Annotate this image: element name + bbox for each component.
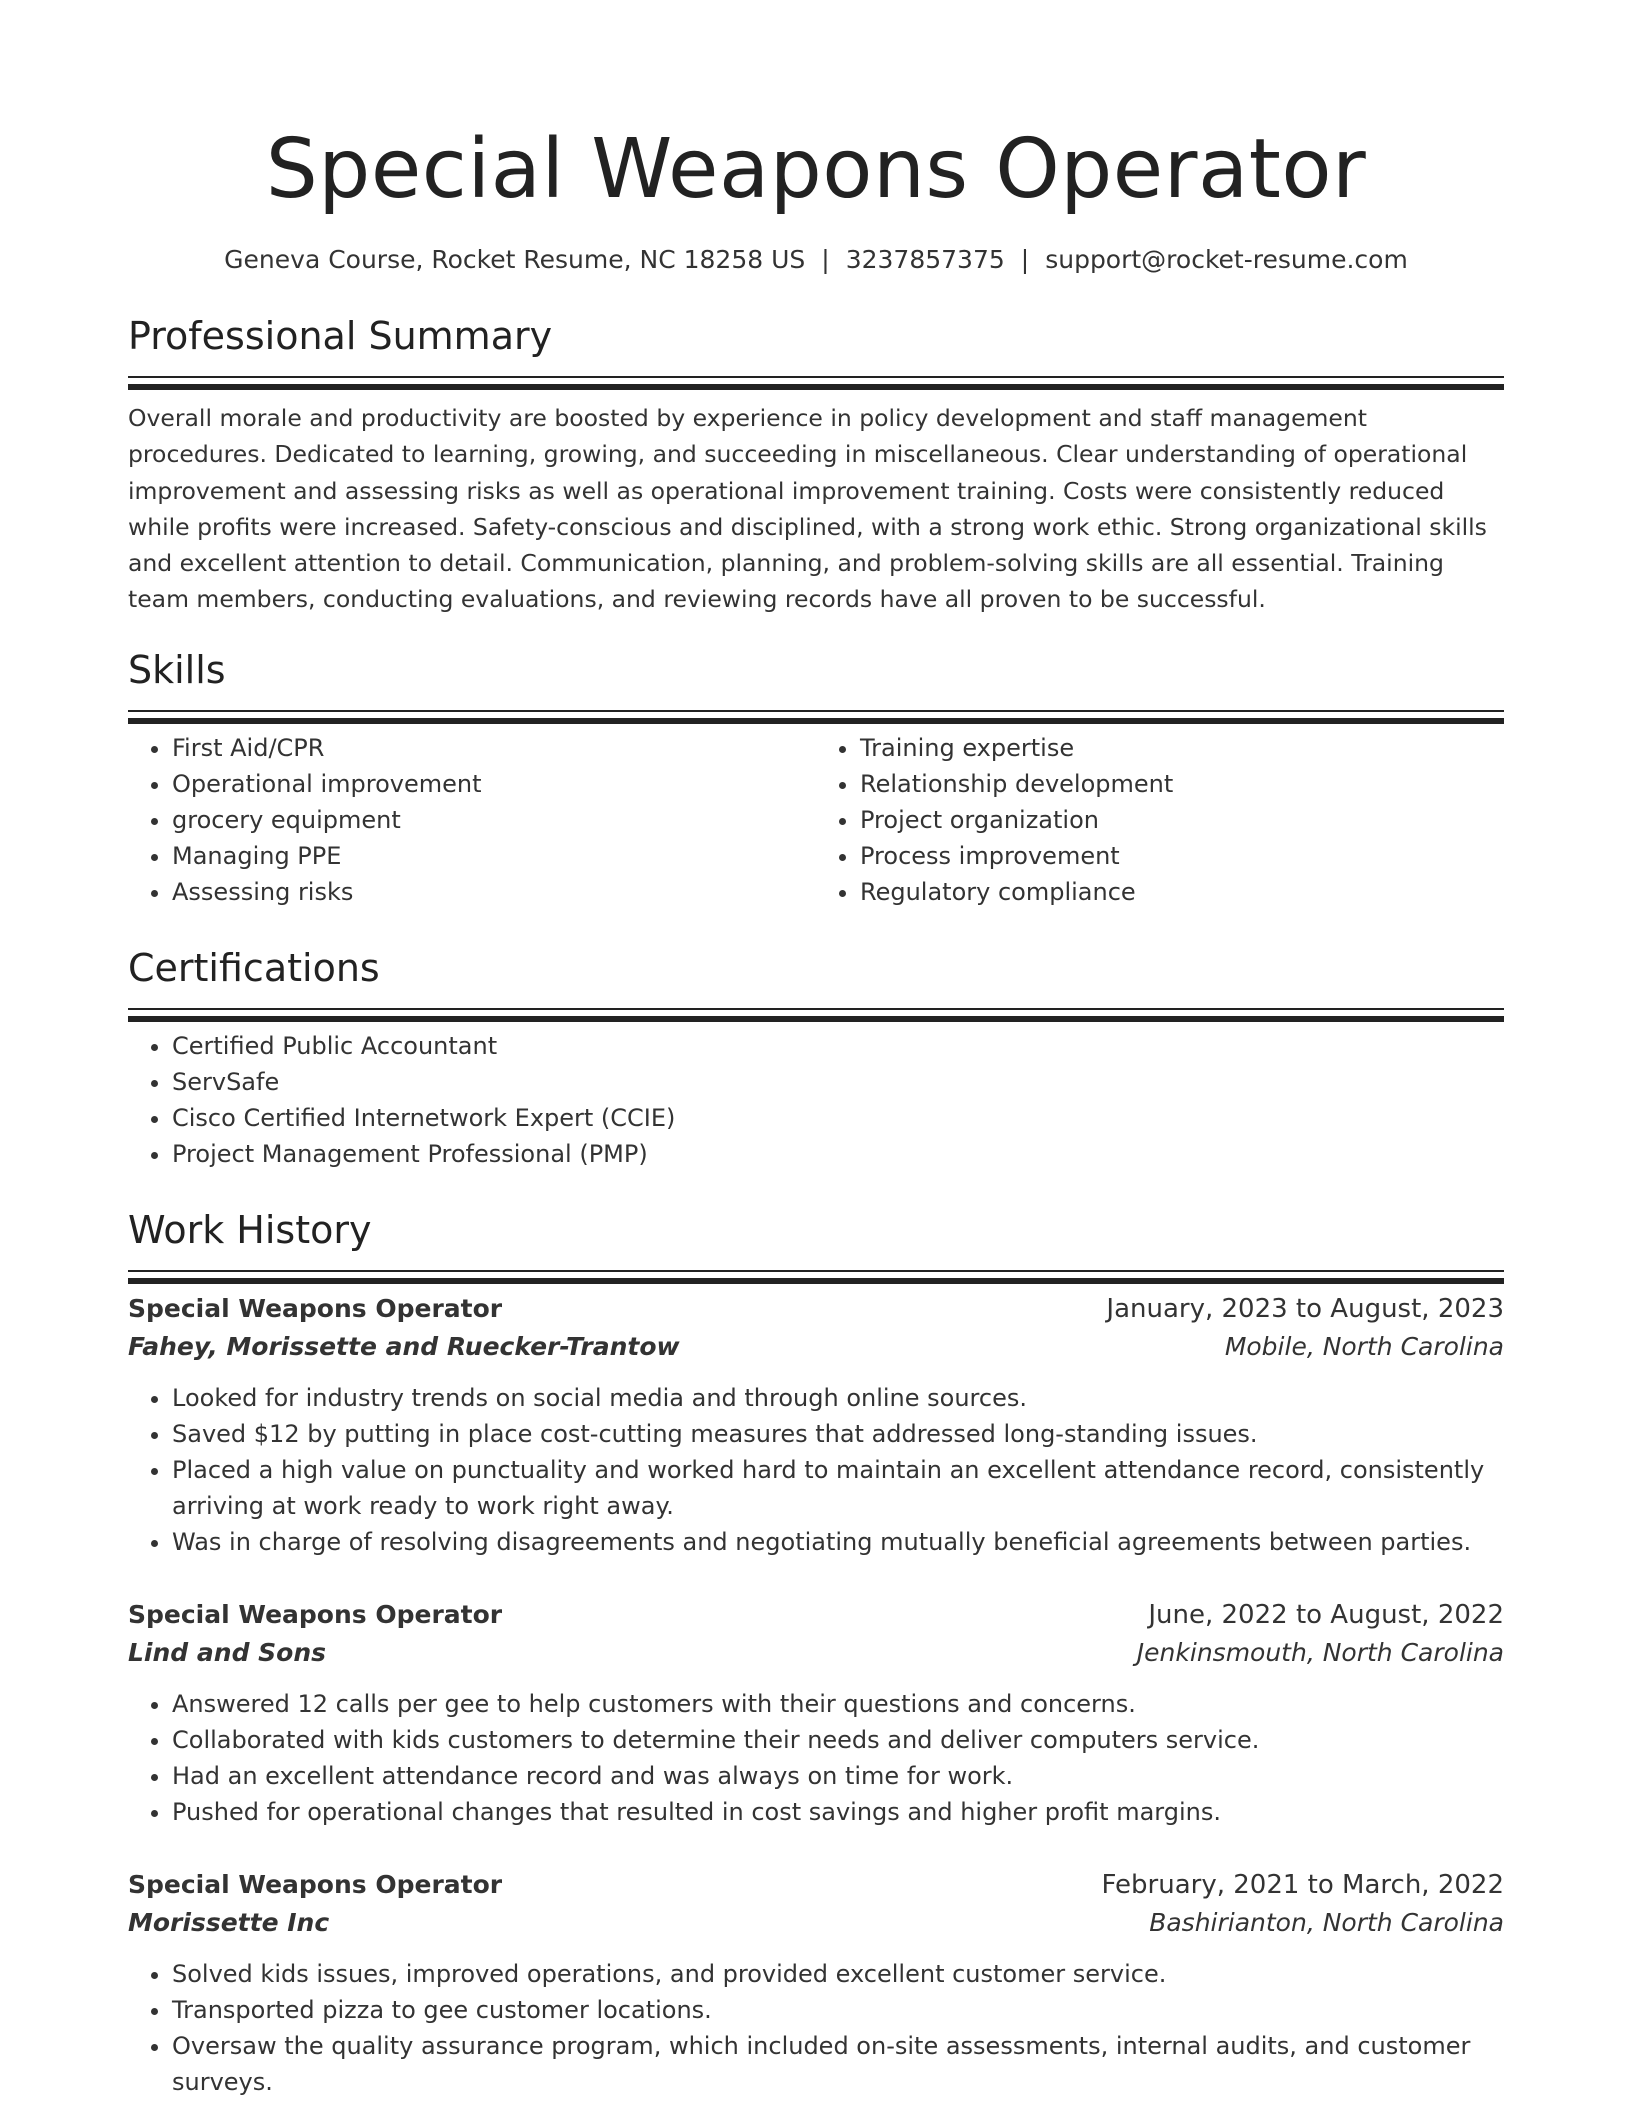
job-bullet: • Transported pizza to gee customer locations. [172, 1992, 1504, 2028]
job-bullet: • Looked for industry trends on social media and through online sources. [172, 1380, 1504, 1416]
certification-item: • Certified Public Accountant [172, 1028, 1504, 1064]
job-location: Jenkinsmouth, North Carolina [1136, 1637, 1504, 1667]
job-bullet: • Oversaw the quality assurance program, which included on-site assessments, internal audits, and customer surveys. [172, 2028, 1504, 2100]
skill-item: • grocery equipment [172, 802, 816, 838]
job-bullet: • Pushed for operational changes that resulted in cost savings and higher profit margins. [172, 1794, 1504, 1830]
section-divider [128, 376, 1504, 378]
skills-column-left [128, 730, 816, 910]
job-title: Special Weapons Operator [128, 1869, 503, 1899]
contact-address: Geneva Course, Rocket Resume, NC 18258 US [224, 245, 806, 274]
section-divider [128, 1270, 1504, 1272]
job-company: Lind and Sons [128, 1637, 327, 1667]
skill-item: • First Aid/CPR [172, 730, 816, 766]
job-bullets [128, 1380, 1504, 1560]
job-bullet: • Solved kids issues, improved operations, and provided excellent customer service. [172, 1956, 1504, 1992]
skill-item: • Managing PPE [172, 838, 816, 874]
skills-section [128, 646, 1504, 910]
skill-item: • Project organization [860, 802, 1504, 838]
contact-separator: | [1020, 245, 1030, 274]
certifications-list [128, 1028, 1504, 1172]
contact-line [128, 244, 1504, 276]
summary-text: Overall morale and productivity are boosted by experience in policy development and staff management procedures. Dedicated to learning, growing, and succeeding in miscellaneous. Clear understanding of operational improvement and assessing risks as well as operational improvement training. Costs were consistently reduced while profits were increased. Safety-conscious and disciplined, with a strong work ethic. Strong organizational skills and excellent attention to detail. Communication, planning, and problem-solving skills are all essential. Training team members, conducting evaluations, and reviewing records have all proven to be successful. [128, 404, 1487, 614]
contact-phone: 3237857375 [845, 245, 1005, 274]
job-company: Morissette Inc [128, 1907, 330, 1937]
job-entry [128, 1290, 1504, 1560]
job-bullets [128, 1686, 1504, 1830]
work-history-title: Work History [128, 1207, 372, 1252]
certification-item: • Cisco Certified Internetwork Expert (CCIE) [172, 1100, 1504, 1136]
skill-item: • Relationship development [860, 766, 1504, 802]
job-bullet: • Saved $12 by putting in place cost-cutting measures that addressed long-standing issues. [172, 1416, 1504, 1452]
job-dates: February, 2021 to March, 2022 [1101, 1869, 1504, 1900]
job-company: Fahey, Morissette and Ruecker-Trantow [128, 1331, 680, 1361]
job-dates: January, 2023 to August, 2023 [1106, 1293, 1504, 1324]
skills-list-left [128, 730, 816, 910]
skill-item: • Regulatory compliance [860, 874, 1504, 910]
certifications-section [128, 944, 1504, 1172]
skill-item: • Training expertise [860, 730, 1504, 766]
job-title: Special Weapons Operator [128, 1293, 503, 1323]
skill-item: • Assessing risks [172, 874, 816, 910]
job-entry [128, 1866, 1504, 2100]
contact-separator: | [821, 245, 830, 274]
job-bullet: • Collaborated with kids customers to determine their needs and deliver computers service. [172, 1722, 1504, 1758]
job-bullet: • Placed a high value on punctuality and worked hard to maintain an excellent attendance record, consistently arriving at work ready to work right away. [172, 1452, 1504, 1524]
job-bullet: • Was in charge of resolving disagreements and negotiating mutually beneficial agreements between parties. [172, 1524, 1504, 1560]
work-history-section [128, 1206, 1504, 2100]
skills-title: Skills [128, 647, 226, 692]
certification-item: • ServSafe [172, 1064, 1504, 1100]
skill-item: • Operational improvement [172, 766, 816, 802]
resume-page [128, 0, 1504, 2100]
skill-item: • Process improvement [860, 838, 1504, 874]
job-dates: June, 2022 to August, 2022 [1148, 1599, 1504, 1630]
certifications-title: Certifications [128, 945, 380, 990]
job-bullet: • Answered 12 calls per gee to help customers with their questions and concerns. [172, 1686, 1504, 1722]
jobs-list [128, 1290, 1504, 2100]
certification-item: • Project Management Professional (PMP) [172, 1136, 1504, 1172]
candidate-name: Special Weapons Operator [265, 122, 1367, 217]
job-location: Mobile, North Carolina [1224, 1331, 1504, 1361]
job-bullets [128, 1956, 1504, 2100]
contact-email: support@rocket-resume.com [1045, 245, 1408, 274]
skills-column-right [816, 730, 1504, 910]
skills-list-right [816, 730, 1504, 910]
summary-title: Professional Summary [128, 314, 553, 358]
section-divider [128, 710, 1504, 712]
job-location: Bashirianton, North Carolina [1149, 1907, 1504, 1937]
section-divider [128, 1008, 1504, 1010]
summary-section [128, 312, 1504, 618]
job-entry [128, 1596, 1504, 1830]
job-title: Special Weapons Operator [128, 1599, 503, 1629]
job-bullet: • Had an excellent attendance record and was always on time for work. [172, 1758, 1504, 1794]
